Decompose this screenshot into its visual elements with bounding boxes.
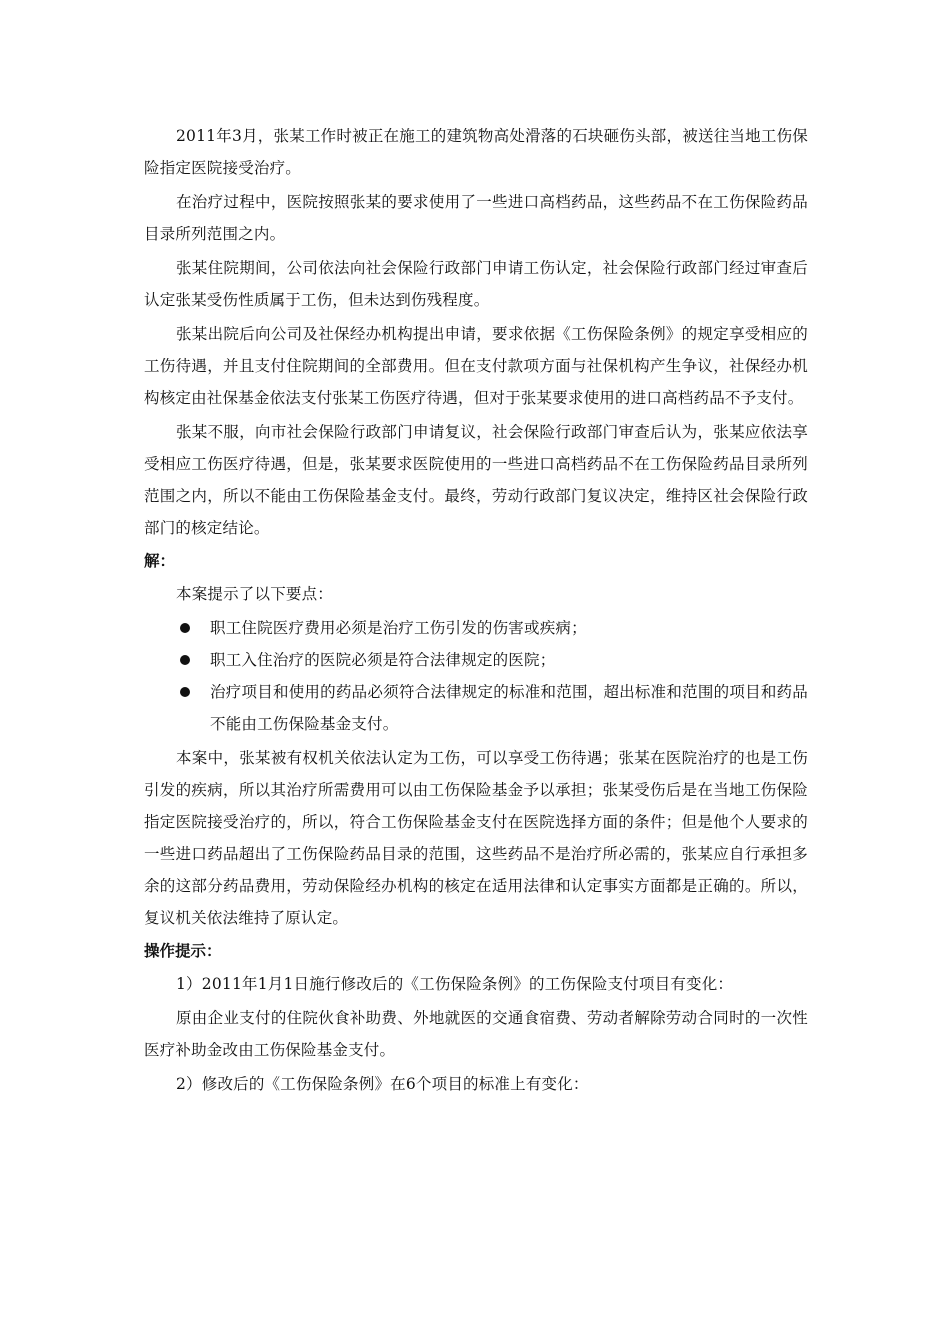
case-paragraph-2: 在治疗过程中，医院按照张某的要求使用了一些进口高档药品，这些药品不在工伤保险药品目录所列范围之内。 bbox=[144, 193, 808, 243]
case-paragraph-4: 张某出院后向公司及社保经办机构提出申请，要求依据《工伤保险条例》的规定享受相应的工伤待遇，并且支付住院期间的全部费用。但在支付款项方面与社保机构产生争议，社保经办机构核定由社保基金依法支付张某工伤医疗待遇，但对于张某要求使用的进口高档药品不予支付。 bbox=[144, 325, 808, 407]
list-item-text: 职工入住治疗的医院必须是符合法律规定的医院； bbox=[210, 651, 556, 669]
case-paragraph-5: 张某不服，向市社会保险行政部门申请复议，社会保险行政部门审查后认为，张某应依法享受相应工伤医疗待遇，但是，张某要求医院使用的一些进口高档药品不在工伤保险药品目录所列范围之内，所以不能由工伤保险基金支付。最终，劳动行政部门复议决定，维持区社会保险行政部门的核定结论。 bbox=[144, 423, 808, 537]
list-item-text: 治疗项目和使用的药品必须符合法律规定的标准和范围，超出标准和范围的项目和药品不能由工伤保险基金支付。 bbox=[210, 683, 808, 733]
key-points-list bbox=[144, 612, 808, 740]
list-item bbox=[144, 676, 808, 740]
case-paragraph-1: 2011年3月，张某工作时被正在施工的建筑物高处滑落的石块砸伤头部，被送往当地工伤保险指定医院接受治疗。 bbox=[144, 127, 808, 177]
bullet-dot-icon bbox=[180, 623, 190, 633]
bullet-dot-icon bbox=[180, 687, 190, 697]
list-item bbox=[144, 612, 808, 644]
document-page bbox=[144, 120, 808, 1102]
bullet-dot-icon bbox=[180, 655, 190, 665]
analysis-paragraph: 本案中，张某被有权机关依法认定为工伤，可以享受工伤待遇；张某在医院治疗的也是工伤引发的疾病，所以其治疗所需费用可以由工伤保险基金予以承担；张某受伤后是在当地工伤保险指定医院接受治疗的，所以，符合工伤保险基金支付在医院选择方面的条件；但是他个人要求的一些进口药品超出了工伤保险药品目录的范围，这些药品不是治疗所必需的，张某应自行承担多余的这部分药品费用，劳动保险经办机构的核定在适用法律和认定事实方面都是正确的。所以，复议机关依法维持了原认定。 bbox=[144, 749, 808, 927]
list-item bbox=[144, 644, 808, 676]
tips-item-2: 原由企业支付的住院伙食补助费、外地就医的交通食宿费、劳动者解除劳动合同时的一次性医疗补助金改由工伤保险基金支付。 bbox=[144, 1009, 808, 1059]
list-item-text: 职工住院医疗费用必须是治疗工伤引发的伤害或疾病； bbox=[210, 619, 587, 637]
tips-heading: 操作提示： bbox=[144, 942, 222, 960]
case-paragraph-3: 张某住院期间，公司依法向社会保险行政部门申请工伤认定，社会保险行政部门经过审查后认定张某受伤性质属于工伤，但未达到伤残程度。 bbox=[144, 259, 808, 309]
solution-intro: 本案提示了以下要点： bbox=[176, 585, 334, 603]
tips-item-3: 2）修改后的《工伤保险条例》在6个项目的标准上有变化： bbox=[176, 1075, 589, 1093]
solution-heading: 解： bbox=[144, 552, 176, 570]
tips-item-1: 1）2011年1月1日施行修改后的《工伤保险条例》的工伤保险支付项目有变化： bbox=[176, 975, 734, 993]
